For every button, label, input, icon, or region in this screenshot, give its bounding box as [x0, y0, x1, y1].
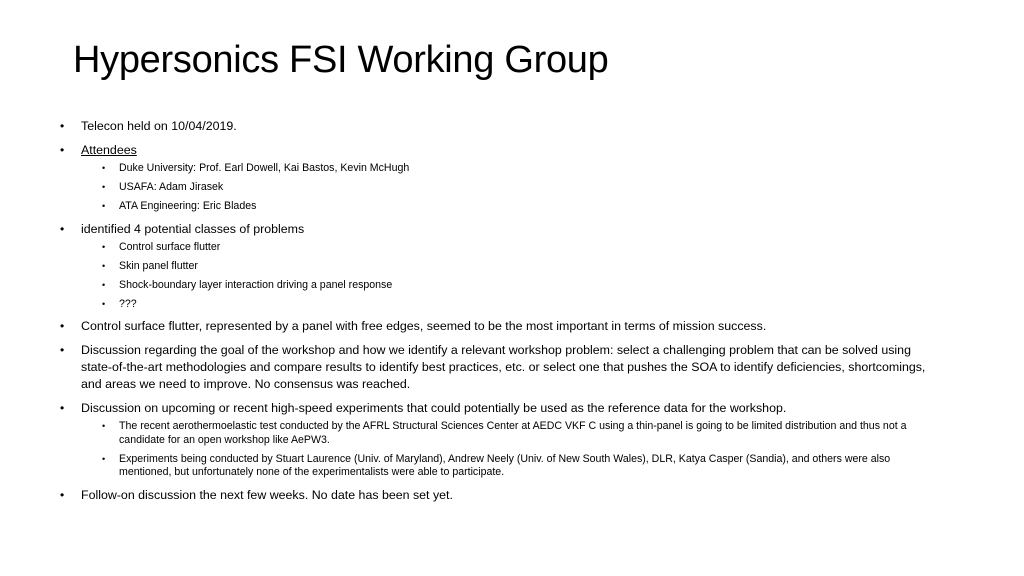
sub-bullet-list	[81, 241, 940, 312]
sub-bullet-item	[81, 200, 940, 214]
bullet-icon: •	[102, 201, 106, 211]
bullet-icon: •	[102, 279, 106, 290]
bullet-icon: •	[60, 487, 65, 502]
bullet-item	[60, 487, 940, 504]
bullet-icon: •	[102, 182, 106, 192]
sub-bullet-text: ATA Engineering: Eric Blades	[119, 200, 257, 212]
bullet-list	[60, 118, 940, 511]
bullet-icon: •	[60, 221, 65, 236]
bullet-icon: •	[60, 119, 65, 133]
bullet-text: Discussion regarding the goal of the workshop and how we identify a relevant workshop problem: select a challenging problem that can be solved using state-of-the-art methodologies and compare results to identify best practices, etc. or select one that pushes the SOA to identify deficiencies, shortcomings, and areas we need to improve. No consensus was reached.	[81, 343, 926, 391]
bullet-icon: •	[102, 453, 106, 464]
bullet-item	[60, 142, 940, 214]
sub-bullet-item	[81, 279, 940, 293]
sub-bullet-item	[81, 241, 940, 255]
sub-bullet-text: Shock-boundary layer interaction driving a panel response	[119, 278, 393, 291]
bullet-icon: •	[102, 421, 106, 431]
bullet-text: Telecon held on 10/04/2019.	[81, 119, 237, 133]
bullet-icon: •	[102, 298, 106, 309]
sub-bullet-text: Control surface flutter	[119, 240, 221, 253]
bullet-icon: •	[102, 260, 106, 271]
sub-bullet-list	[81, 420, 940, 480]
bullet-item	[60, 342, 940, 393]
bullet-icon: •	[102, 163, 106, 173]
sub-bullet-item	[81, 298, 940, 312]
bullet-item	[60, 118, 940, 135]
sub-bullet-item	[81, 420, 940, 447]
bullet-item	[60, 400, 940, 480]
sub-bullet-list	[81, 162, 940, 214]
sub-bullet-text: ???	[119, 297, 137, 310]
bullet-icon: •	[60, 143, 65, 157]
slide-title: Hypersonics FSI Working Group	[73, 39, 609, 81]
sub-bullet-text: Duke University: Prof. Earl Dowell, Kai Bastos, Kevin McHugh	[119, 162, 410, 174]
sub-bullet-text: Experiments being conducted by Stuart Laurence (Univ. of Maryland), Andrew Neely (Univ. of New South Wales), DLR, Katya Casper (Sandia), and others were also mentioned, but unfortunately none of the experimentalists were able to participate.	[119, 452, 891, 478]
bullet-item	[60, 318, 940, 335]
sub-bullet-item	[81, 453, 940, 480]
bullet-icon: •	[60, 319, 65, 333]
sub-bullet-text: USAFA: Adam Jirasek	[119, 181, 224, 193]
bullet-icon: •	[60, 401, 65, 415]
sub-bullet-text: Skin panel flutter	[119, 259, 198, 272]
sub-bullet-item	[81, 162, 940, 176]
bullet-text: Follow-on discussion the next few weeks. No date has been set yet.	[81, 487, 453, 502]
bullet-icon: •	[102, 241, 106, 252]
sub-bullet-text: The recent aerothermoelastic test conducted by the AFRL Structural Sciences Center at AEDC VKF C using a thin-panel is going to be limited distribution and thus not a candidate for an open workshop like AePW3.	[119, 420, 907, 446]
bullet-text: Control surface flutter, represented by a panel with free edges, seemed to be the most important in terms of mission success.	[81, 319, 767, 333]
sub-bullet-item	[81, 181, 940, 195]
sub-bullet-item	[81, 260, 940, 274]
bullet-text: Discussion on upcoming or recent high-speed experiments that could potentially be used as the reference data for the workshop.	[81, 401, 787, 415]
bullet-text: identified 4 potential classes of problems	[81, 221, 305, 236]
bullet-icon: •	[60, 343, 65, 357]
bullet-text: Attendees	[81, 143, 137, 157]
bullet-item	[60, 221, 940, 312]
